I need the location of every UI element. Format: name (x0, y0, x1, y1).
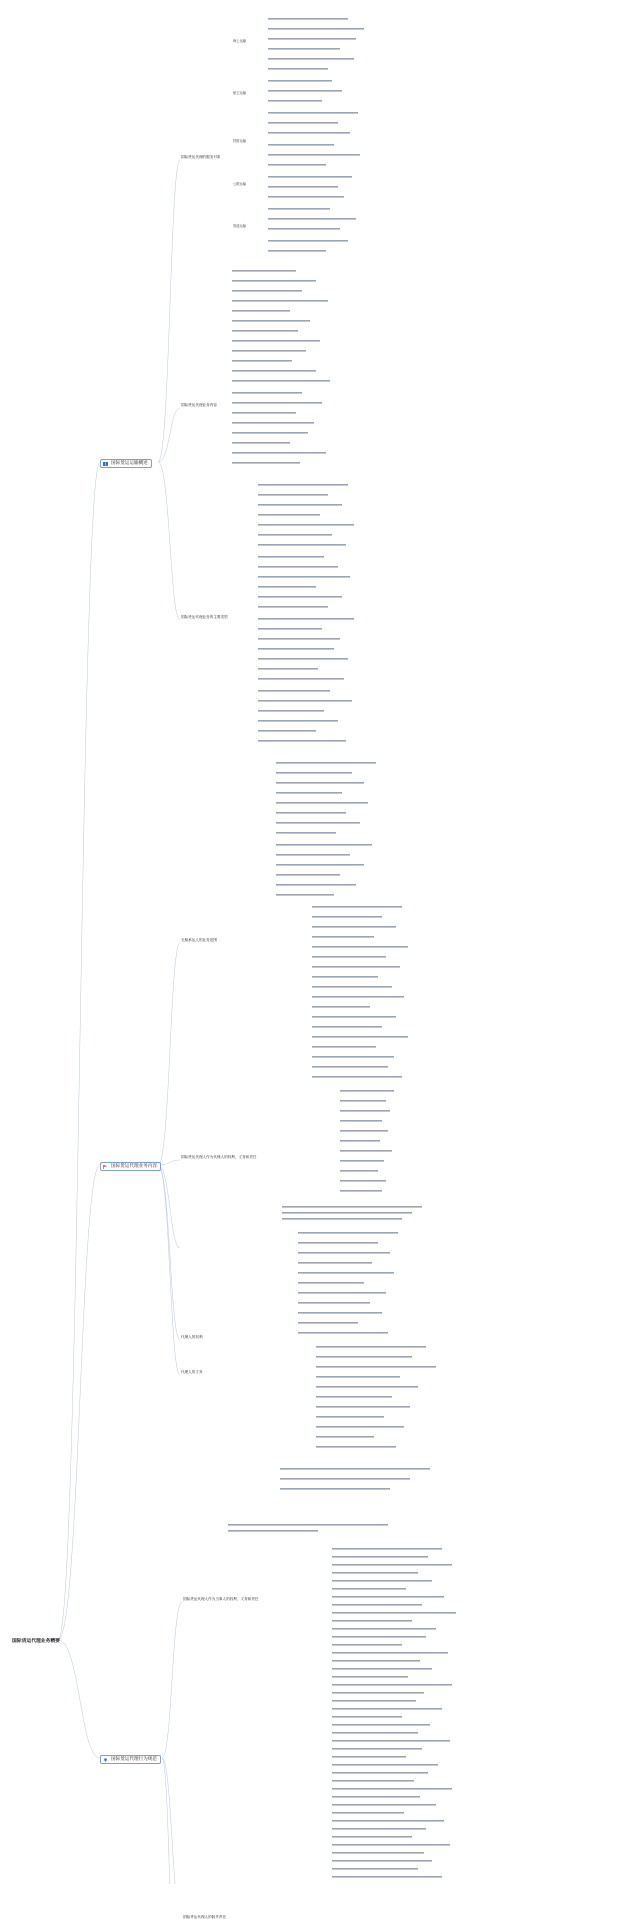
node-business-content: 无船承运人的业务范围 (180, 939, 218, 942)
node-main-types: 国际货运代理业务的主要类型 (180, 616, 229, 619)
branch-overview-label: 国际货运运输概述 (111, 461, 148, 466)
node-air: 航空运输 (232, 92, 247, 95)
node-road: 公路运输 (232, 183, 247, 186)
node-sea: 海上运输 (232, 40, 247, 43)
node-3pl-4pl: 代理人的权利 (180, 1336, 204, 1339)
node-transport-methods: 国际货运代理的服务对象 (180, 156, 222, 159)
node-legal-status: 代理人的义务 (180, 1371, 204, 1374)
node-rail: 铁路运输 (232, 140, 247, 143)
branch-conduct-label: 国际货运代理行为规范 (111, 1757, 157, 1762)
root-title: 国际货运代理业务精要 (12, 1637, 60, 1644)
node-principal-rights: 国际货运代理人的除外责任 (182, 1916, 227, 1919)
branch-business-label: 国际货运代理业务内容 (111, 1164, 157, 1169)
node-pipeline: 管道运输 (232, 225, 247, 228)
node-nvocc: 国际货运代理人作为代理人的权利、义务和责任 (180, 1156, 257, 1159)
node-agent-rights: 国际货运代理人作为当事人的权利、义务和责任 (182, 1598, 259, 1601)
node-forwarder: 国际货运代理业务内容 (180, 404, 218, 407)
